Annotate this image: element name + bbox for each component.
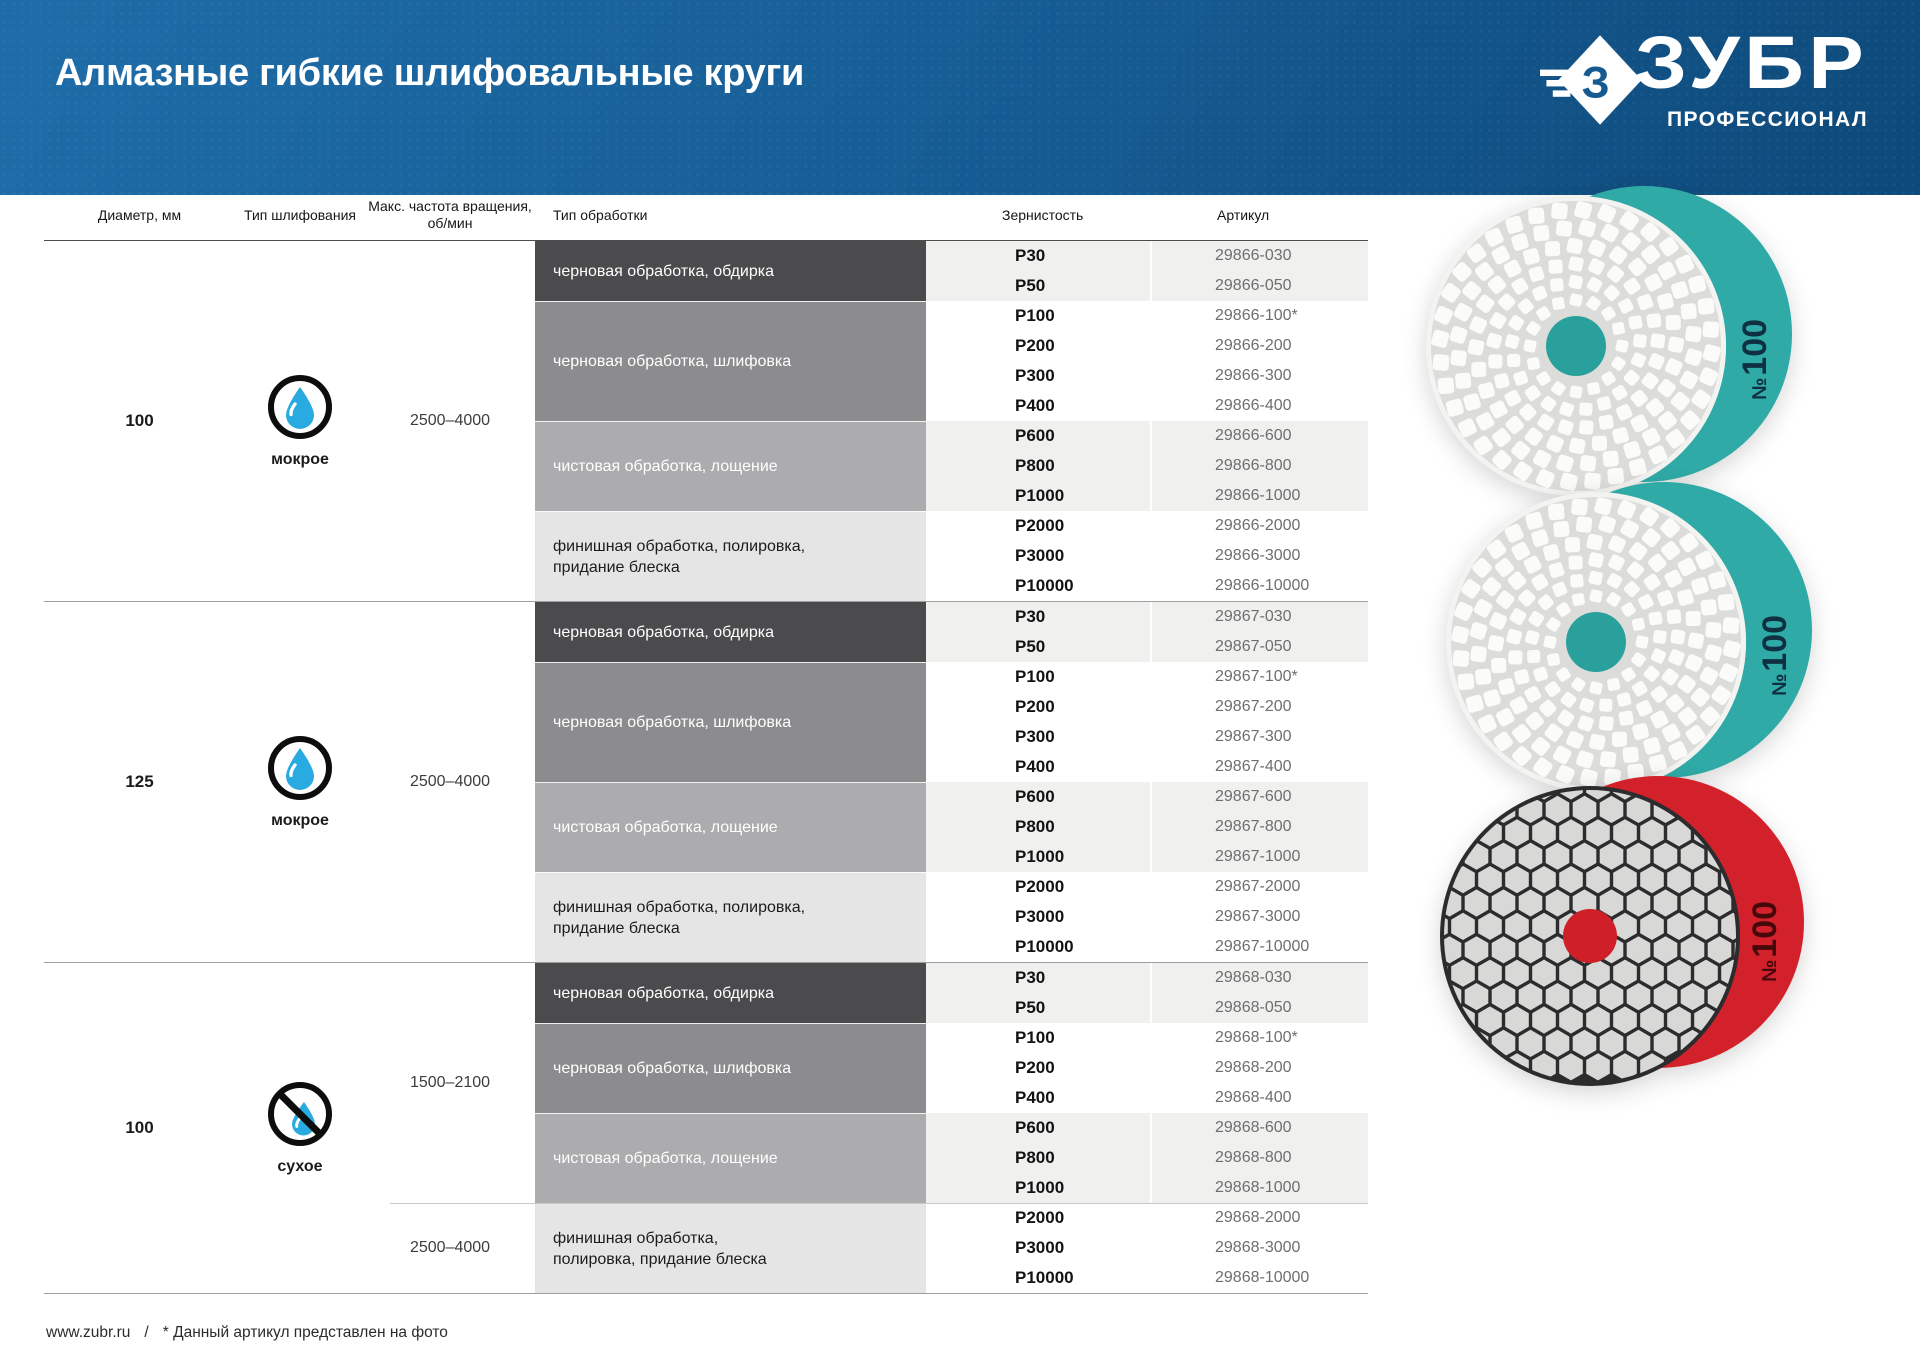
article-cell: 29866-400 bbox=[1215, 397, 1292, 414]
footer-site-url: www.zubr.ru bbox=[46, 1324, 131, 1341]
disc-size-label: №100 bbox=[1756, 614, 1794, 696]
processing-type-label: финишная обработка, полировка, придание блеска bbox=[535, 511, 926, 601]
article-cell: 29867-400 bbox=[1215, 758, 1292, 775]
band-rows bbox=[926, 602, 1368, 662]
table-row bbox=[926, 451, 1368, 481]
grit-cell: P300 bbox=[926, 722, 1152, 752]
article-cell: 29868-10000 bbox=[1215, 1269, 1310, 1286]
col-header-diameter: Диаметр, мм bbox=[97, 207, 182, 223]
grit-cell: P100 bbox=[926, 301, 1152, 331]
col-header-grinding-type: Тип шлифования bbox=[244, 207, 356, 223]
table-row bbox=[926, 511, 1368, 541]
table-row bbox=[926, 993, 1368, 1023]
grit-cell: P400 bbox=[926, 752, 1152, 782]
processing-band bbox=[535, 782, 1368, 872]
processing-type-label: чистовая обработка, лощение bbox=[535, 1113, 926, 1203]
water-drop-icon bbox=[266, 734, 334, 802]
table-row bbox=[926, 662, 1368, 692]
table-row bbox=[926, 481, 1368, 511]
diameter-value: 125 bbox=[125, 772, 154, 791]
col-header-article: Артикул bbox=[1217, 207, 1270, 223]
zubr-logo-text bbox=[1634, 21, 1868, 132]
article-cell: 29867-10000 bbox=[1215, 938, 1310, 955]
article-cell: 29866-030 bbox=[1215, 247, 1292, 264]
grit-cell: P600 bbox=[926, 782, 1152, 812]
grit-cell: P1000 bbox=[926, 481, 1152, 511]
processing-type-label: черновая обработка, шлифовка bbox=[535, 662, 926, 782]
processing-type-label: чистовая обработка, лощение bbox=[535, 782, 926, 872]
table-row bbox=[926, 722, 1368, 752]
max-speed-value: 2500–4000 bbox=[409, 773, 491, 790]
article-cell: 29866-100* bbox=[1215, 307, 1298, 324]
table-row bbox=[926, 902, 1368, 932]
table-row bbox=[926, 782, 1368, 812]
article-cell: 29866-800 bbox=[1215, 457, 1292, 474]
article-cell: 29866-1000 bbox=[1215, 487, 1301, 504]
article-cell: 29868-030 bbox=[1215, 969, 1292, 986]
grinding-type-label: мокрое bbox=[271, 451, 329, 468]
grit-cell: P800 bbox=[926, 1143, 1152, 1173]
band-rows bbox=[926, 421, 1368, 511]
footer-separator: / bbox=[144, 1324, 149, 1341]
dry-polishing-pad-photo-bottom bbox=[1420, 772, 1900, 1102]
article-cell: 29867-200 bbox=[1215, 698, 1292, 715]
article-cell: 29867-300 bbox=[1215, 728, 1292, 745]
table-row bbox=[926, 1263, 1368, 1293]
processing-type-label: черновая обработка, шлифовка bbox=[535, 1023, 926, 1113]
processing-band bbox=[535, 1113, 1368, 1203]
article-cell: 29867-050 bbox=[1215, 638, 1292, 655]
max-speed-value: 1500–2100 bbox=[409, 1074, 491, 1091]
speed-section-divider bbox=[390, 1203, 1368, 1204]
table-row bbox=[926, 963, 1368, 993]
grinding-type-label: сухое bbox=[277, 1158, 323, 1175]
article-cell: 29867-2000 bbox=[1215, 878, 1301, 895]
article-cell: 29868-100* bbox=[1215, 1029, 1298, 1046]
max-speed-value: 2500–4000 bbox=[409, 412, 491, 429]
article-cell: 29867-030 bbox=[1215, 608, 1292, 625]
table-row bbox=[926, 932, 1368, 962]
max-speed-cell bbox=[365, 602, 535, 962]
brand-subtitle: ПРОФЕССИОНАЛ bbox=[1667, 108, 1868, 131]
grit-cell: P200 bbox=[926, 692, 1152, 722]
zubr-logo bbox=[1540, 21, 1868, 132]
table-row bbox=[926, 812, 1368, 842]
table-row bbox=[926, 1083, 1368, 1113]
processing-type-label: черновая обработка, шлифовка bbox=[535, 301, 926, 421]
grit-cell: P100 bbox=[926, 662, 1152, 692]
processing-band bbox=[535, 602, 1368, 662]
table-row bbox=[926, 1053, 1368, 1083]
article-cell: 29868-050 bbox=[1215, 999, 1292, 1016]
col-header-processing-type: Тип обработки bbox=[553, 207, 648, 223]
processing-bands bbox=[535, 241, 1368, 601]
processing-type-label: черновая обработка, обдирка bbox=[535, 602, 926, 662]
article-cell: 29867-800 bbox=[1215, 818, 1292, 835]
grit-cell: P800 bbox=[926, 812, 1152, 842]
table-row bbox=[926, 1113, 1368, 1143]
table-row bbox=[926, 1023, 1368, 1053]
article-cell: 29867-600 bbox=[1215, 788, 1292, 805]
processing-band bbox=[535, 511, 1368, 601]
wet-polishing-pad-photo-middle bbox=[1428, 478, 1908, 808]
processing-type-label: финишная обработка, полировка, придание блеска bbox=[535, 1203, 926, 1293]
diameter-value: 100 bbox=[125, 411, 154, 430]
grit-cell: P2000 bbox=[926, 1203, 1152, 1233]
grit-cell: P2000 bbox=[926, 872, 1152, 902]
table-row bbox=[926, 241, 1368, 271]
article-cell: 29868-400 bbox=[1215, 1089, 1292, 1106]
table-row bbox=[926, 1143, 1368, 1173]
processing-band bbox=[535, 1203, 1368, 1293]
table-body bbox=[44, 241, 1368, 1294]
water-drop-icon bbox=[266, 373, 334, 441]
max-speed-cell bbox=[365, 241, 535, 601]
article-cell: 29866-2000 bbox=[1215, 517, 1301, 534]
table-row bbox=[926, 331, 1368, 361]
article-cell: 29866-050 bbox=[1215, 277, 1292, 294]
grit-cell: P3000 bbox=[926, 541, 1152, 571]
product-photo-1 bbox=[1408, 182, 1888, 512]
table-row bbox=[926, 692, 1368, 722]
product-group bbox=[44, 962, 1368, 1293]
table-row bbox=[926, 541, 1368, 571]
article-cell: 29868-200 bbox=[1215, 1059, 1292, 1076]
processing-type-label: чистовая обработка, лощение bbox=[535, 421, 926, 511]
band-rows bbox=[926, 662, 1368, 782]
product-photo-2 bbox=[1428, 478, 1908, 808]
grit-cell: P600 bbox=[926, 421, 1152, 451]
wet-polishing-pad-photo-top bbox=[1408, 182, 1888, 512]
water-drop-crossed-icon bbox=[266, 1080, 334, 1153]
table-row bbox=[926, 1233, 1368, 1263]
table-row bbox=[926, 602, 1368, 632]
grit-cell: P50 bbox=[926, 632, 1152, 662]
table-row bbox=[926, 421, 1368, 451]
band-rows bbox=[926, 301, 1368, 421]
processing-type-label: финишная обработка, полировка, придание блеска bbox=[535, 872, 926, 962]
water-drop-icon bbox=[266, 734, 334, 807]
band-rows bbox=[926, 1113, 1368, 1203]
grit-cell: P200 bbox=[926, 1053, 1152, 1083]
table-row bbox=[926, 301, 1368, 331]
article-cell: 29866-600 bbox=[1215, 427, 1292, 444]
table-header-row bbox=[44, 195, 1368, 241]
processing-band bbox=[535, 872, 1368, 962]
grit-cell: P10000 bbox=[926, 932, 1152, 962]
article-cell: 29866-3000 bbox=[1215, 547, 1301, 564]
col-header-grit: Зернистость bbox=[1002, 207, 1084, 223]
article-cell: 29868-800 bbox=[1215, 1149, 1292, 1166]
article-cell: 29866-10000 bbox=[1215, 577, 1310, 594]
processing-band bbox=[535, 1023, 1368, 1113]
processing-type-label: черновая обработка, обдирка bbox=[535, 963, 926, 1023]
processing-bands bbox=[535, 963, 1368, 1293]
header-banner bbox=[0, 0, 1920, 195]
table-row bbox=[926, 361, 1368, 391]
article-cell: 29868-3000 bbox=[1215, 1239, 1301, 1256]
table-row bbox=[926, 872, 1368, 902]
processing-band bbox=[535, 963, 1368, 1023]
grit-cell: P10000 bbox=[926, 571, 1152, 601]
grit-cell: P1000 bbox=[926, 842, 1152, 872]
article-cell: 29867-3000 bbox=[1215, 908, 1301, 925]
footer bbox=[46, 1324, 448, 1342]
table-row bbox=[926, 632, 1368, 662]
grit-cell: P100 bbox=[926, 1023, 1152, 1053]
max-speed-cell bbox=[365, 963, 535, 1293]
grinding-type-cell bbox=[235, 602, 365, 962]
article-cell: 29868-1000 bbox=[1215, 1179, 1301, 1196]
disc-size-label: №100 bbox=[1736, 318, 1774, 400]
product-group bbox=[44, 241, 1368, 601]
article-cell: 29867-1000 bbox=[1215, 848, 1301, 865]
diameter-value: 100 bbox=[125, 1118, 154, 1137]
water-drop-crossed-icon bbox=[266, 1080, 334, 1148]
processing-type-label: черновая обработка, обдирка bbox=[535, 241, 926, 301]
brand-name: ЗУБР bbox=[1634, 21, 1868, 104]
grit-cell: P10000 bbox=[926, 1263, 1152, 1293]
band-rows bbox=[926, 782, 1368, 872]
processing-band bbox=[535, 241, 1368, 301]
grit-cell: P2000 bbox=[926, 511, 1152, 541]
table-row bbox=[926, 271, 1368, 301]
grit-cell: P400 bbox=[926, 391, 1152, 421]
footer-asterisk-note: * Данный артикул представлен на фото bbox=[162, 1324, 448, 1341]
processing-band bbox=[535, 421, 1368, 511]
svg-text:З: З bbox=[1581, 57, 1610, 108]
water-drop-icon bbox=[266, 373, 334, 446]
grit-cell: P1000 bbox=[926, 1173, 1152, 1203]
product-group bbox=[44, 601, 1368, 962]
band-rows bbox=[926, 872, 1368, 962]
page-title: Алмазные гибкие шлифовальные круги bbox=[55, 52, 805, 94]
grit-cell: P800 bbox=[926, 451, 1152, 481]
table-row bbox=[926, 1173, 1368, 1203]
grit-cell: P50 bbox=[926, 993, 1152, 1023]
band-rows bbox=[926, 963, 1368, 1023]
grit-cell: P30 bbox=[926, 602, 1152, 632]
table-row bbox=[926, 842, 1368, 872]
grit-cell: P30 bbox=[926, 963, 1152, 993]
processing-band bbox=[535, 301, 1368, 421]
table-row bbox=[926, 1203, 1368, 1233]
disc-size-label: №100 bbox=[1746, 900, 1784, 982]
band-rows bbox=[926, 1023, 1368, 1113]
zubr-arrow-diamond-icon bbox=[1540, 32, 1644, 128]
article-cell: 29867-100* bbox=[1215, 668, 1298, 685]
grit-cell: P3000 bbox=[926, 902, 1152, 932]
table-row bbox=[926, 752, 1368, 782]
band-rows bbox=[926, 241, 1368, 301]
grit-cell: P30 bbox=[926, 241, 1152, 271]
col-header-max-speed: Макс. частота вращения, об/мин bbox=[368, 198, 532, 231]
grit-cell: P300 bbox=[926, 361, 1152, 391]
article-cell: 29866-200 bbox=[1215, 337, 1292, 354]
max-speed-value: 2500–4000 bbox=[409, 1239, 491, 1256]
grit-cell: P200 bbox=[926, 331, 1152, 361]
product-photo-3 bbox=[1420, 772, 1900, 1102]
grit-cell: P3000 bbox=[926, 1233, 1152, 1263]
processing-band bbox=[535, 662, 1368, 782]
article-cell: 29868-600 bbox=[1215, 1119, 1292, 1136]
table-row bbox=[926, 571, 1368, 601]
processing-bands bbox=[535, 602, 1368, 962]
grit-cell: P400 bbox=[926, 1083, 1152, 1113]
table-row bbox=[926, 391, 1368, 421]
grit-cell: P50 bbox=[926, 271, 1152, 301]
grinding-type-label: мокрое bbox=[271, 812, 329, 829]
grinding-type-cell bbox=[235, 241, 365, 601]
grit-cell: P600 bbox=[926, 1113, 1152, 1143]
products-table bbox=[44, 195, 1368, 1294]
article-cell: 29866-300 bbox=[1215, 367, 1292, 384]
article-cell: 29868-2000 bbox=[1215, 1209, 1301, 1226]
grinding-type-cell bbox=[235, 963, 365, 1293]
band-rows bbox=[926, 511, 1368, 601]
band-rows bbox=[926, 1203, 1368, 1293]
